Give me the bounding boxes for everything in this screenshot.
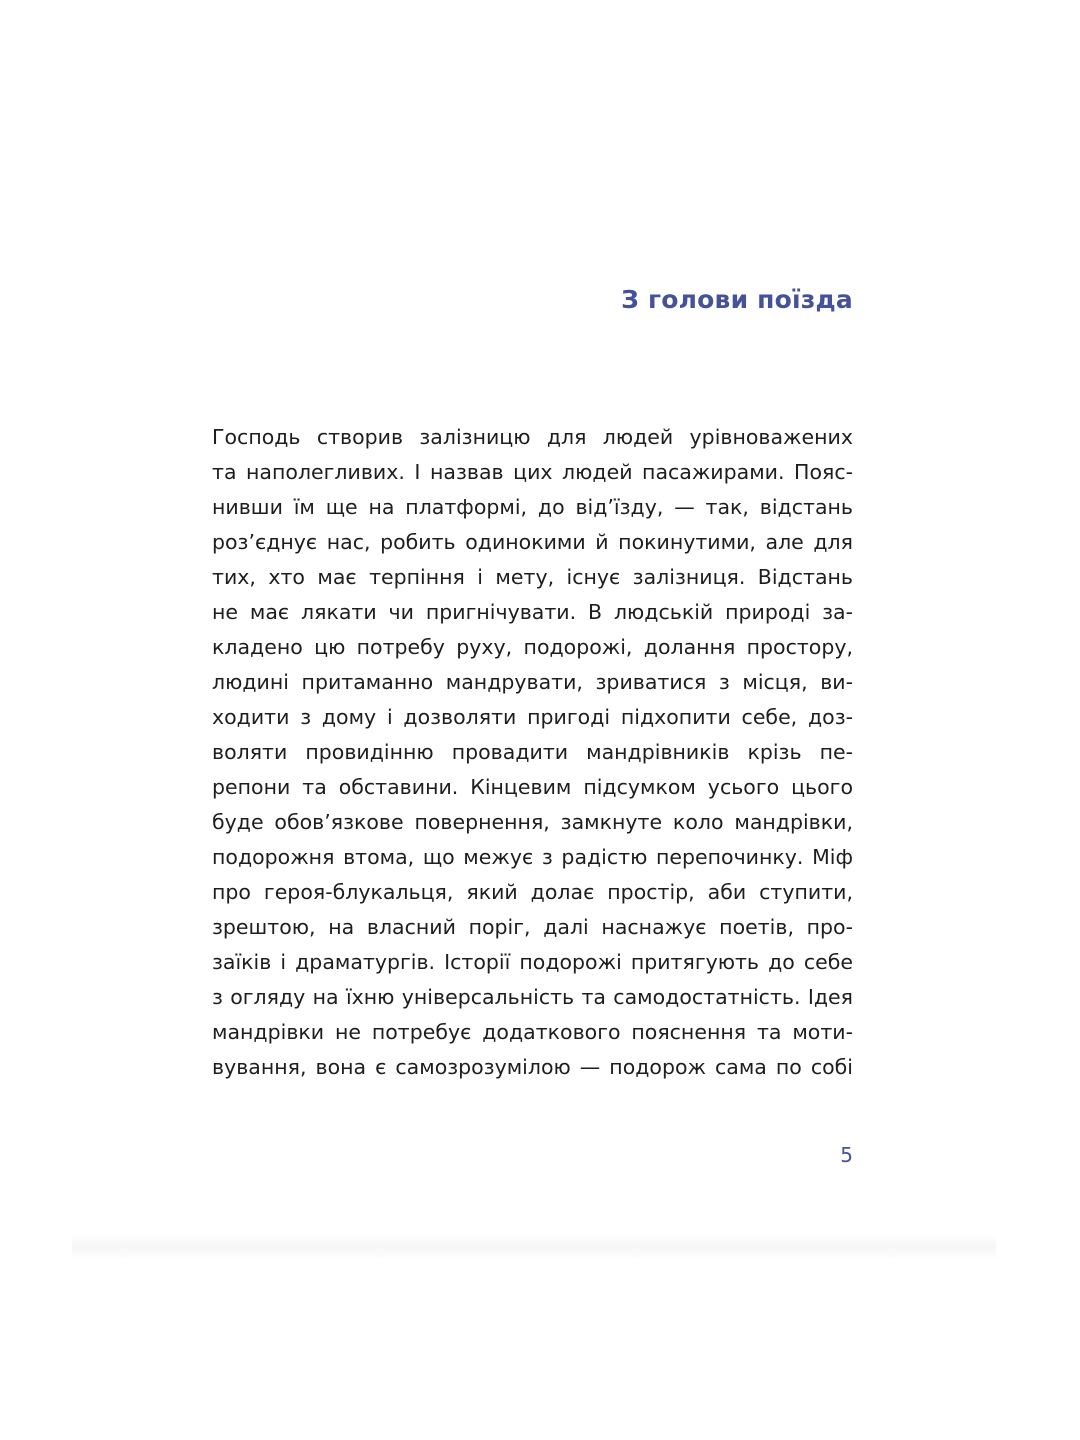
text-line: заїків і драматургів. Історії подорожі притягують до себе [212, 950, 853, 974]
chapter-title: З голови поїзда [621, 285, 853, 314]
text-line: подорожня втома, що межує з радістю перепочинку. Міф [212, 845, 853, 869]
text-line: вування, вона є самозрозумілою — подорож сама по собі [212, 1055, 853, 1079]
body-text [212, 420, 853, 1085]
text-line: зрештою, на власний поріг, далі наснажує поетів, про- [212, 915, 853, 939]
text-line: та наполегливих. І назвав цих людей пасажирами. Пояс- [212, 460, 853, 484]
text-line: репони та обставини. Кінцевим підсумком усього цього [212, 775, 853, 799]
text-line: з огляду на їхню універсальність та самодостатність. Ідея [212, 985, 853, 1009]
scan-edge-divider [72, 1234, 996, 1260]
text-line: нивши їм ще на платформі, до від’їзду, — так, відстань [212, 495, 853, 519]
text-line: буде обов’язкове повернення, замкнуте коло мандрівки, [212, 810, 853, 834]
text-line: воляти провидінню провадити мандрівників крізь пе- [212, 740, 853, 764]
text-line: про героя-блукальця, який долає простір, аби ступити, [212, 880, 853, 904]
text-line: роз’єднує нас, робить одинокими й покинутими, але для [212, 530, 853, 554]
page-number: 5 [840, 1143, 853, 1167]
text-line: тих, хто має терпіння і мету, існує залізниця. Відстань [212, 565, 853, 589]
text-line: ходити з дому і дозволяти пригоді підхопити себе, доз- [212, 705, 853, 729]
text-line: мандрівки не потребує додаткового пояснення та моти- [212, 1020, 853, 1044]
text-line: кладено цю потребу руху, подорожі, долання простору, [212, 635, 853, 659]
text-line: людині притаманно мандрувати, зриватися з місця, ви- [212, 670, 853, 694]
text-line: не має лякати чи пригнічувати. В людській природі за- [212, 600, 853, 624]
text-line: Господь створив залізницю для людей урівноважених [212, 425, 853, 449]
